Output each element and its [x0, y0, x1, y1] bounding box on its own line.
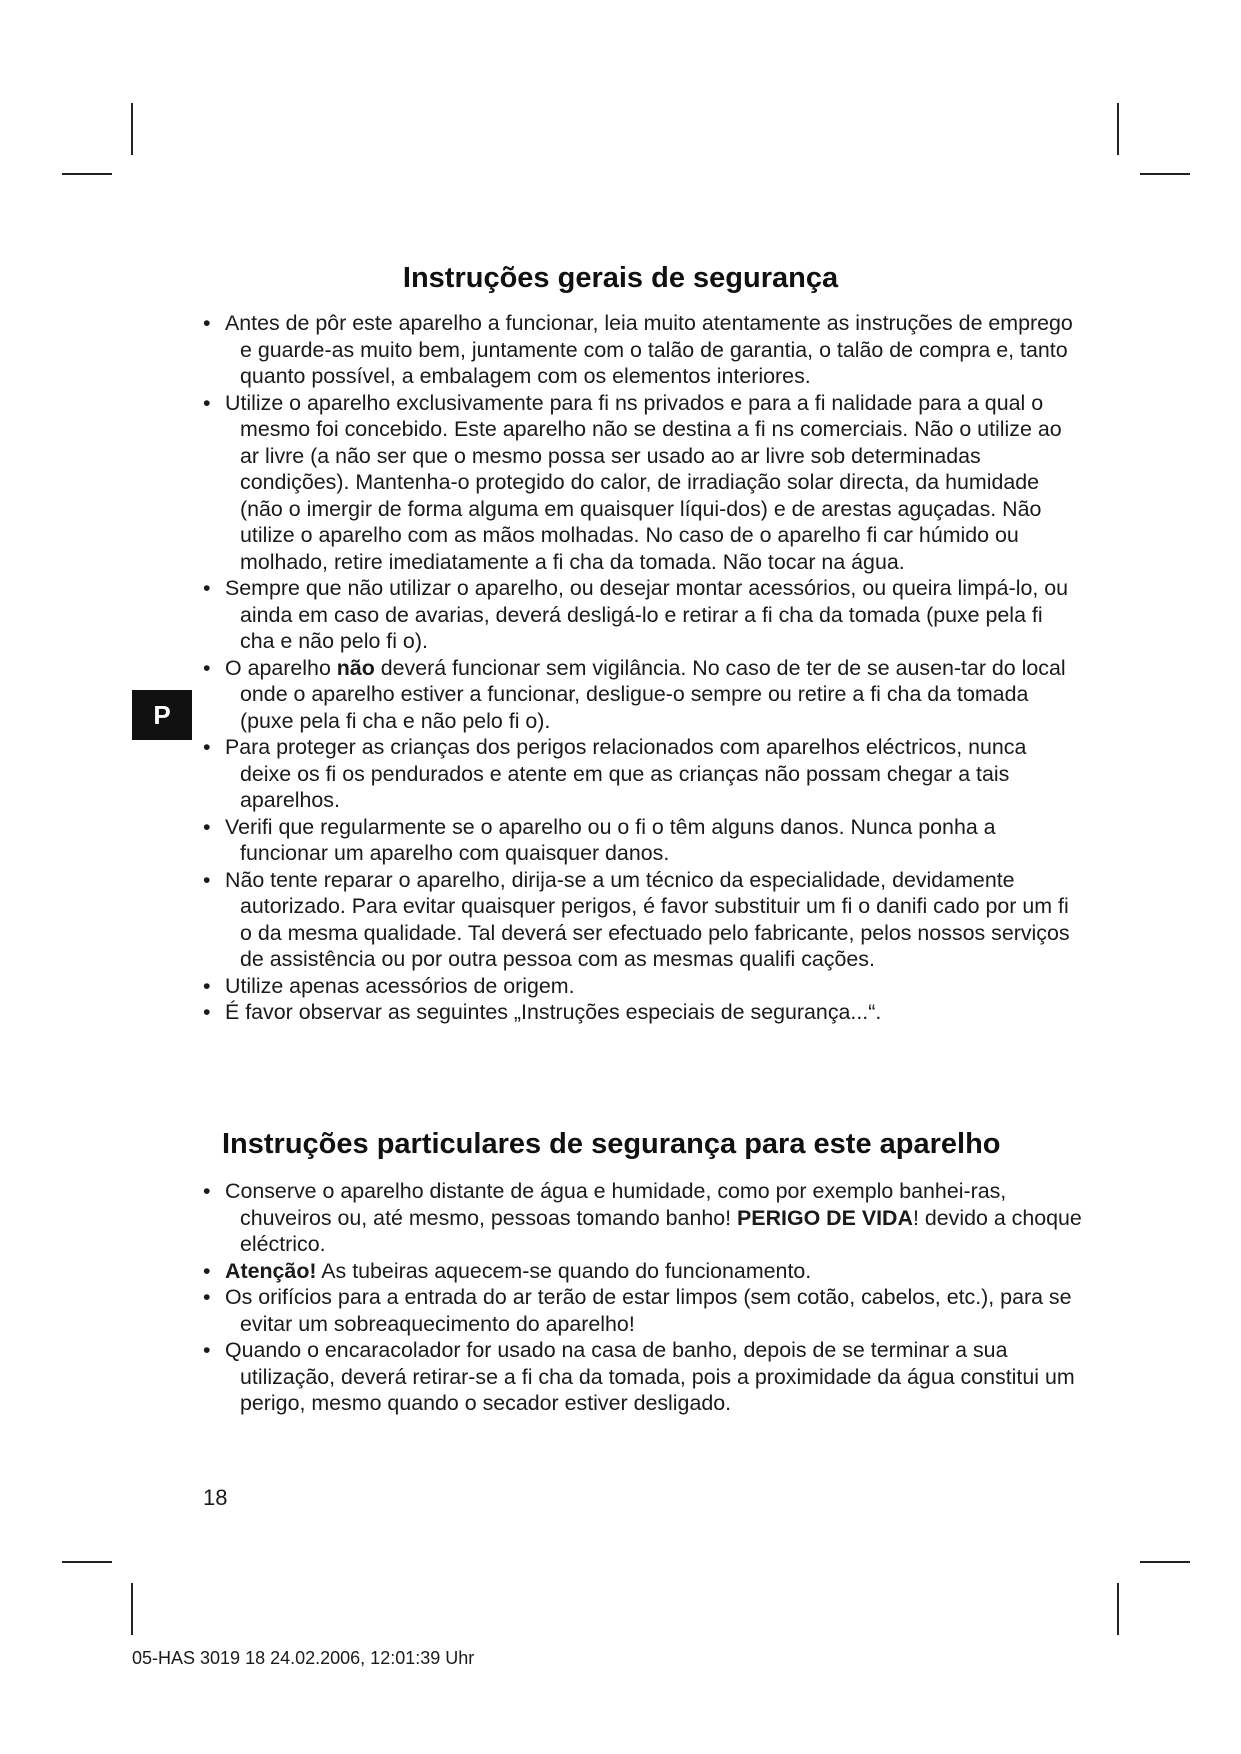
emphasis: PERIGO DE VIDA	[737, 1205, 913, 1230]
crop-mark	[62, 1561, 112, 1563]
list-item: • Para proteger as crianças dos perigos relacionados com aparelhos eléctricos, nunca deixe os fi os pendurados e atente em que as crianças não possam chegar a tais aparelhos.	[203, 734, 1083, 814]
list-item	[203, 655, 1083, 735]
language-tab: P	[132, 690, 192, 740]
list-item: • Sempre que não utilizar o aparelho, ou desejar montar acessórios, ou queira limpá-lo, ou ainda em caso de avarias, deverá desligá-lo e retirar a fi cha da tomada (puxe pela fi cha e não pelo fi o).	[203, 575, 1083, 655]
crop-mark	[131, 103, 133, 155]
emphasis: não	[336, 655, 375, 680]
text-run: Conserve o aparelho distante de água e humidade, como por exemplo banhei-ras, chuveiros ou, até mesmo, pessoas tomando banho!	[225, 1179, 1007, 1230]
general-safety-list	[203, 310, 1083, 1026]
crop-mark	[1117, 103, 1119, 155]
list-item: • Quando o encaracolador for usado na casa de banho, depois de se terminar a sua utilização, deverá retirar-se a fi cha da tomada, pois a proximidade da água constitui um perigo, mesmo quando o secador estiver desligado.	[203, 1337, 1083, 1417]
text-run: ! devido a choque eléctrico.	[240, 1205, 1082, 1256]
page-number: 18	[203, 1485, 228, 1510]
crop-mark	[1140, 173, 1190, 175]
list-item: • Utilize o aparelho exclusivamente para fi ns privados e para a fi nalidade para a qual o mesmo foi concebido. Este aparelho não se destina a fi ns comerciais. Não o utilize ao ar livre (a não ser que o mesmo possa ser usado ao ar livre sob determinadas condições). Mantenha-o protegido do calor, de irradiação solar directa, da humidade (não o imergir de forma alguma em quaisquer líqui-dos) e de arestas aguçadas. Não utilize o aparelho com as mãos molhadas. No caso de o aparelho fi car húmido ou molhado, retire imediatamente a fi cha da tomada. Não tocar na água.	[203, 390, 1083, 576]
emphasis: Atenção!	[225, 1258, 317, 1283]
crop-mark	[62, 173, 112, 175]
list-item	[203, 1258, 1083, 1285]
list-item: • Verifi que regularmente se o aparelho ou o fi o têm alguns danos. Nunca ponha a funcionar um aparelho com quaisquer danos.	[203, 814, 1083, 867]
text-run: O aparelho	[225, 655, 337, 680]
print-footer: 05-HAS 3019 18 24.02.2006, 12:01:39 Uhr	[132, 1648, 475, 1668]
section-title-general-safety: Instruções gerais de segurança	[402, 262, 839, 294]
list-item: • Antes de pôr este aparelho a funcionar, leia muito atentamente as instruções de emprego e guarde-as muito bem, juntamente com o talão de garantia, o talão de compra e, tanto quanto possível, a embalagem com os elementos interiores.	[203, 310, 1083, 390]
list-item: • Não tente reparar o aparelho, dirija-se a um técnico da especialidade, devidamente autorizado. Para evitar quaisquer perigos, é favor substituir um fi o danifi cado por um fi o da mesma qualidade. Tal deverá ser efectuado pelo fabricante, pelos nossos serviços de assistência ou por outra pessoa com as mesmas qualifi cações.	[203, 867, 1083, 973]
crop-mark	[1140, 1561, 1190, 1563]
section-title-specific-safety: Instruções particulares de segurança para este aparelho	[222, 1128, 1001, 1160]
crop-mark	[1117, 1583, 1119, 1635]
text-run: As tubeiras aquecem-se quando do funcionamento.	[316, 1258, 812, 1283]
list-item	[203, 1178, 1083, 1258]
list-item: • Utilize apenas acessórios de origem.	[203, 973, 1083, 1000]
text-run: deverá funcionar sem vigilância. No caso de ter de se ausen-tar do local onde o aparelho estiver a funcionar, desligue-o sempre ou retire a fi cha da tomada (puxe pela fi cha e não pelo fi o).	[240, 655, 1066, 733]
crop-mark	[131, 1583, 133, 1635]
list-item: • É favor observar as seguintes „Instruções especiais de segurança...“.	[203, 999, 1083, 1026]
specific-safety-list	[203, 1178, 1083, 1417]
list-item: • Os orifícios para a entrada do ar terão de estar limpos (sem cotão, cabelos, etc.), para se evitar um sobreaquecimento do aparelho!	[203, 1284, 1083, 1337]
